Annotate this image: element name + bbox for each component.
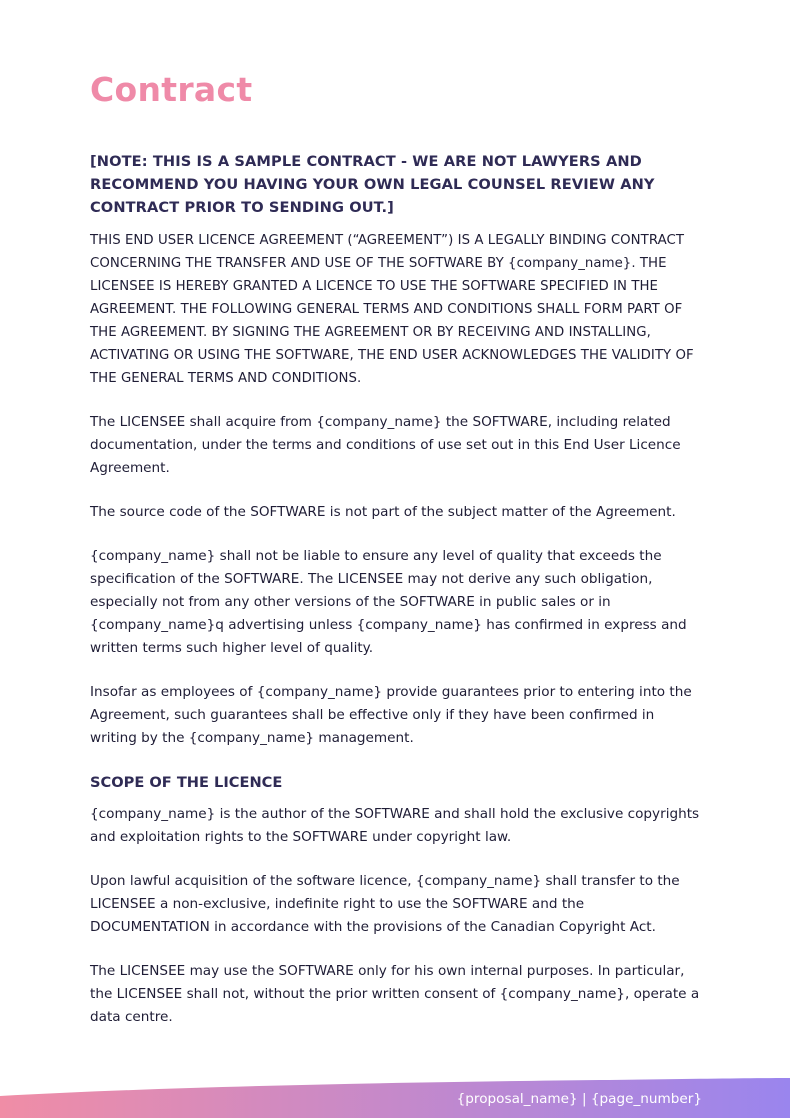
section-heading-scope: SCOPE OF THE LICENCE [90,774,283,791]
paragraph-internal-use: The LICENSEE may use the SOFTWARE only for his own internal purposes. In particular, the LICENSEE shall not, without the prior written consent of {company_name}, operate a data centre. [90,963,700,1025]
paragraph-source-code: The source code of the SOFTWARE is not part of the subject matter of the Agreement. [90,504,676,520]
paragraph-author: {company_name} is the author of the SOFTWARE and shall hold the exclusive copyrights and exploitation rights to the SOFTWARE under copyright law. [90,806,700,845]
agreement-intro: THIS END USER LICENCE AGREEMENT (“AGREEMENT”) IS A LEGALLY BINDING CONTRACT CONCERNING THE TRANSFER AND USE OF THE SOFTWARE BY {company_name}. THE LICENSEE IS HEREBY GRANTED A LICENCE TO USE THE SOFTWARE SPECIFIED IN THE AGREEMENT. THE FOLLOWING GENERAL TERMS AND CONDITIONS SHALL FORM PART OF THE AGREEMENT. BY SIGNING THE AGREEMENT OR BY RECEIVING AND INSTALLING, ACTIVATING OR USING THE SOFTWARE, THE END USER ACKNOWLEDGES THE VALIDITY OF THE GENERAL TERMS AND CONDITIONS. [90,233,694,386]
page-title: Contract [90,70,253,109]
paragraph-quality: {company_name} shall not be liable to ensure any level of quality that exceeds the specification of the SOFTWARE. The LICENSEE may not derive any such obligation, especially not from any other versions of the SOFTWARE in public sales or in {company_name}q advertising unless {company_name} has confirmed in express and written terms such higher level of quality. [90,548,687,656]
disclaimer-note: [NOTE: THIS IS A SAMPLE CONTRACT - WE ARE NOT LAWYERS AND RECOMMEND YOU HAVING YOUR OWN LEGAL COUNSEL REVIEW ANY CONTRACT PRIOR TO SENDING OUT.] [90,153,655,216]
paragraph-licence-transfer: Upon lawful acquisition of the software licence, {company_name} shall transfer to the LICENSEE a non-exclusive, indefinite right to use the SOFTWARE and the DOCUMENTATION in accordance with the provisions of the Canadian Copyright Act. [90,873,680,935]
footer-page-label: {proposal_name} | {page_number} [456,1091,702,1107]
paragraph-guarantees: Insofar as employees of {company_name} provide guarantees prior to entering into the Agreement, such guarantees shall be effective only if they have been confirmed in writing by the {company_name} management. [90,684,692,746]
paragraph-acquisition: The LICENSEE shall acquire from {company_name} the SOFTWARE, including related documentation, under the terms and conditions of use set out in this End User Licence Agreement. [90,414,681,476]
